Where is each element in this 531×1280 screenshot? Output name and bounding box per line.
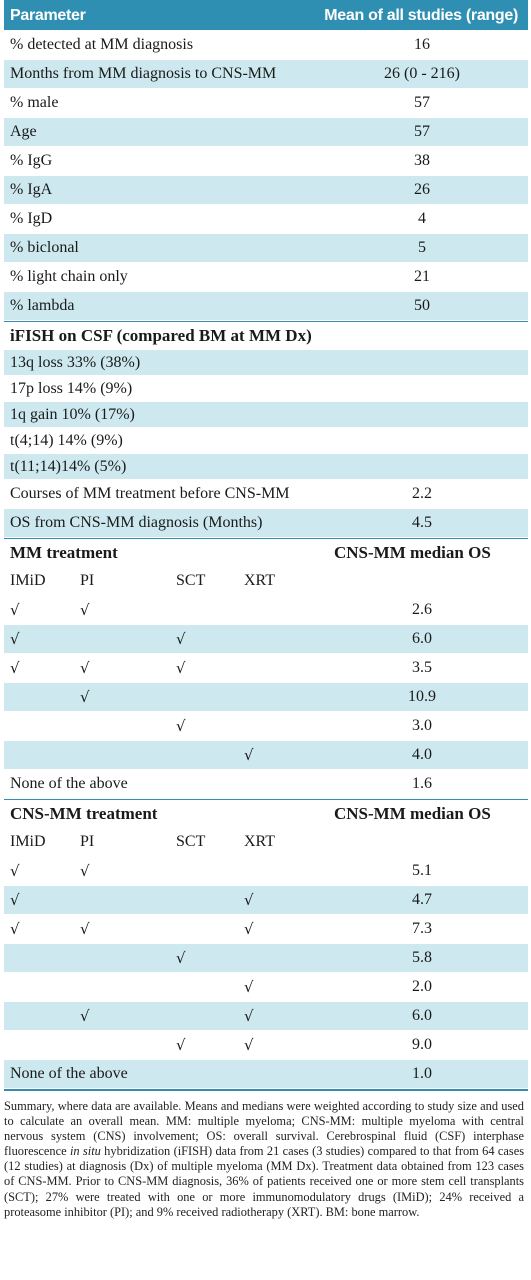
check-xrt: √ [244, 1036, 254, 1054]
table-row [4, 428, 528, 454]
table-row [4, 509, 528, 538]
check-sct: √ [176, 717, 186, 735]
ifish-section-title [4, 321, 528, 350]
median-os-value: 3.0 [412, 717, 432, 734]
row-label: % IgD [10, 210, 53, 227]
ifish-row-label: 17p loss 14% (9%) [10, 380, 133, 397]
row-label: % biclonal [10, 239, 79, 256]
column-header-xrt: XRT [244, 572, 276, 589]
median-os-value: 6.0 [412, 1007, 432, 1024]
table-row [4, 770, 528, 799]
table-caption [4, 1099, 524, 1220]
column-header-sct: SCT [176, 572, 206, 589]
caption-italic: in situ [69, 1144, 101, 1159]
check-pi: √ [80, 862, 90, 880]
row-value: 21 [414, 268, 430, 285]
median-os-value: 7.3 [412, 920, 432, 937]
column-header-pi: PI [80, 833, 95, 850]
column-header-pi: PI [80, 572, 95, 589]
row-value: 38 [414, 152, 430, 169]
check-sct: √ [176, 1036, 186, 1054]
row-value: 5 [418, 239, 426, 256]
median-os-value: 2.6 [412, 601, 432, 618]
check-pi: √ [80, 920, 90, 938]
ifish-row-label: t(11;14)14% (5%) [10, 458, 127, 475]
row-label: % light chain only [10, 268, 128, 285]
ifish-rows [4, 350, 528, 480]
median-os-value: 9.0 [412, 1036, 432, 1053]
ifish-row-label: t(4;14) 14% (9%) [10, 432, 123, 449]
median-os-value: 4.7 [412, 891, 432, 908]
median-os-value: 4.0 [412, 746, 432, 763]
table-row [4, 1060, 528, 1089]
median-os-value: 1.0 [412, 1065, 432, 1082]
column-header-imid: IMiD [10, 572, 46, 589]
table-row [4, 1031, 528, 1060]
median-os-value: 2.0 [412, 978, 432, 995]
table-row [4, 480, 528, 509]
check-xrt: √ [244, 1007, 254, 1025]
table-row [4, 263, 528, 292]
table-row [4, 234, 528, 263]
check-pi: √ [80, 659, 90, 677]
check-imid: √ [10, 601, 20, 619]
column-header-xrt: XRT [244, 833, 276, 850]
table-row [4, 973, 528, 1002]
median-os-value: 10.9 [408, 688, 436, 705]
check-imid: √ [10, 862, 20, 880]
row-label: OS from CNS-MM diagnosis (Months) [10, 514, 263, 531]
none-label: None of the above [10, 1065, 128, 1082]
caption-text-2: hybridization (iFISH) data from 21 cases (3 studies) compared to that from 64 cases (12 studies) at diagnosis (Dx) of multiple myeloma (MM Dx). Treatment data obtained from 123 cases of CNS-MM. Prior to CNS-MM diagnosis, 36% of patients received one or more stem cell transplants (SCT); 27% were treated with one or more immunomodulatory drugs (IMiD); 24% received a proteasome inhibitor (PI); and 9% received radiotherapy (XRT). BM: bone marrow. [4, 1144, 525, 1219]
table-row [4, 89, 528, 118]
check-imid: √ [10, 891, 20, 909]
check-sct: √ [176, 949, 186, 967]
treatment-column-header [4, 828, 528, 857]
table-row [4, 944, 528, 973]
table-row [4, 683, 528, 712]
column-header-imid: IMiD [10, 833, 46, 850]
check-imid: √ [10, 920, 20, 938]
ifish-title: iFISH on CSF (compared BM at MM Dx) [10, 326, 312, 345]
check-imid: √ [10, 630, 20, 648]
table-header [4, 0, 528, 31]
none-label: None of the above [10, 775, 128, 792]
row-value: 4.5 [412, 514, 432, 531]
table-row [4, 454, 528, 480]
mm-treatment-title: MM treatment [10, 543, 118, 562]
table-row [4, 205, 528, 234]
table-bottom-rule [4, 1089, 528, 1091]
cns-treatment-title-row [4, 799, 528, 828]
row-label: % male [10, 94, 59, 111]
row-label: % detected at MM diagnosis [10, 36, 194, 53]
row-value: 4 [418, 210, 426, 227]
row-label: Courses of MM treatment before CNS-MM [10, 485, 290, 502]
row-label: Months from MM diagnosis to CNS-MM [10, 65, 277, 82]
median-os-value: 3.5 [412, 659, 432, 676]
check-xrt: √ [244, 891, 254, 909]
caption-text-1: Summary, where data are available. Means and medians were weighted according to study size and used to calculate an overall mean. MM: multiple myeloma; CNS-MM: multiple myeloma with central nervous system (CNS) involvement; OS: overall survival. Cerebrospinal fluid (CSF) interphase fluorescence [4, 1099, 524, 1159]
row-value: 50 [414, 297, 430, 314]
header-mean: Mean of all studies (range) [324, 7, 518, 24]
row-value: 26 [414, 181, 430, 198]
table-row [4, 596, 528, 625]
row-label: % lambda [10, 297, 75, 314]
check-pi: √ [80, 688, 90, 706]
check-xrt: √ [244, 746, 254, 764]
header-parameter: Parameter [10, 7, 86, 24]
table-row [4, 886, 528, 915]
cns-os-title: CNS-MM median OS [334, 804, 491, 823]
median-os-value: 6.0 [412, 630, 432, 647]
median-os-value: 5.1 [412, 862, 432, 879]
table-row [4, 857, 528, 886]
row-value: 26 (0 - 216) [384, 65, 460, 82]
table-row [4, 31, 528, 60]
check-sct: √ [176, 659, 186, 677]
check-xrt: √ [244, 920, 254, 938]
summary-table [4, 0, 528, 1091]
row-label: Age [10, 123, 37, 140]
table-row [4, 176, 528, 205]
row-label: % IgG [10, 152, 53, 169]
courses-rows [4, 480, 528, 538]
cns-treatment-title: CNS-MM treatment [10, 804, 158, 823]
mm-treatment-rows [4, 567, 528, 799]
table-row [4, 625, 528, 654]
mm-treatment-title-row [4, 538, 528, 567]
table-row [4, 654, 528, 683]
check-pi: √ [80, 601, 90, 619]
row-value: 57 [414, 94, 430, 111]
table-row [4, 712, 528, 741]
check-xrt: √ [244, 978, 254, 996]
summary-rows [4, 31, 528, 321]
treatment-column-header [4, 567, 528, 596]
table-row [4, 118, 528, 147]
mm-os-title: CNS-MM median OS [334, 543, 491, 562]
column-header-sct: SCT [176, 833, 206, 850]
table-row [4, 741, 528, 770]
table-row [4, 915, 528, 944]
table-row [4, 402, 528, 428]
row-label: % IgA [10, 181, 53, 198]
check-imid: √ [10, 659, 20, 677]
median-os-value: 5.8 [412, 949, 432, 966]
check-sct: √ [176, 630, 186, 648]
row-value: 2.2 [412, 485, 432, 502]
cns-treatment-rows [4, 828, 528, 1089]
table-row [4, 60, 528, 89]
median-os-value: 1.6 [412, 775, 432, 792]
table-row [4, 147, 528, 176]
ifish-row-label: 1q gain 10% (17%) [10, 406, 135, 423]
table-row [4, 292, 528, 321]
table-row [4, 350, 528, 376]
table-row [4, 376, 528, 402]
table-row [4, 1002, 528, 1031]
row-value: 57 [414, 123, 430, 140]
ifish-row-label: 13q loss 33% (38%) [10, 354, 141, 371]
check-pi: √ [80, 1007, 90, 1025]
row-value: 16 [414, 36, 430, 53]
